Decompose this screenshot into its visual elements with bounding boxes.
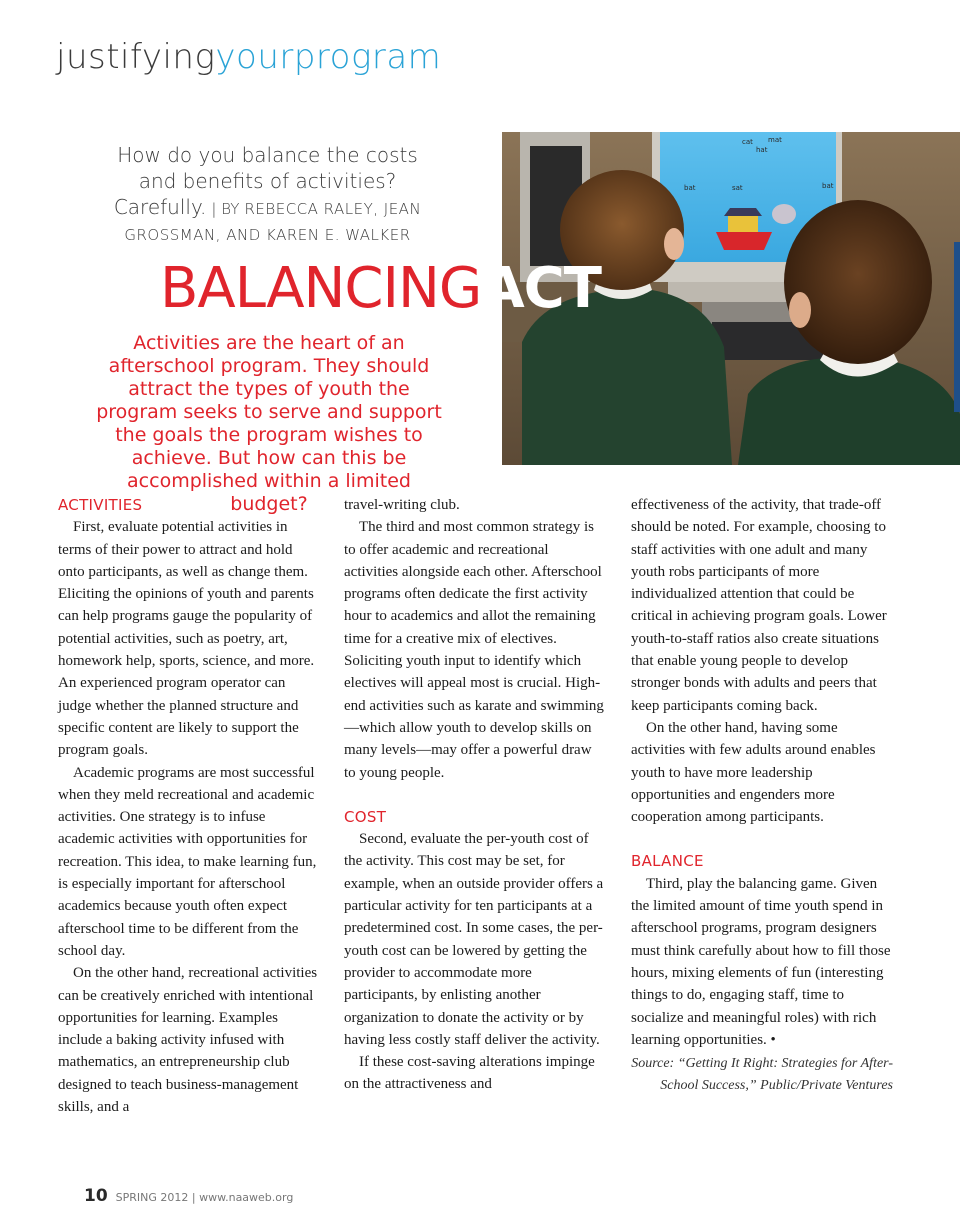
screen-word-6: bat — [822, 182, 834, 190]
section-header-word1: justifying — [56, 37, 216, 77]
col1-paragraph-3: On the other hand, recreational activities can be creatively enriched with intentional opportunities for learning. Examples include a baking activity infused with mathematics, an entrepreneurship club designed to teach business-management skills, and a — [58, 965, 318, 1116]
article-deck — [100, 142, 435, 248]
source-citation: Source: “Getting It Right: Strategies for After-School Success,” Public/Private Ventures — [631, 1056, 893, 1094]
column-2 — [344, 494, 606, 1096]
ark-boat-shape — [716, 232, 772, 250]
col2-paragraph-1: The third and most common strategy is to offer academic and recreational activities alongside each other. Afterschool programs often dedicate the first activity hour to academics and allot the remaining time for a creative mix of electives. Soliciting youth input to identify which electives will appeal most is crucial. High-end activities such as karate and swimming—which allow youth to develop skills on many levels—may offer a powerful draw to young people. — [344, 519, 604, 781]
heading-cost: COST — [344, 807, 387, 826]
right-boy-head — [784, 200, 932, 364]
deck-by: | BY — [211, 200, 240, 218]
col2-paragraph-2: Second, evaluate the per-youth cost of the activity. This cost may be set, for example, when an outside provider offers a particular activity for ten participants at a predetermined cost. In some cases, the per-youth cost can be lowered by getting the provider to accommodate more participants, by enlisting another organization to donate the activity or by having less costly staff deliver the activity. — [344, 831, 604, 1048]
deck-question: How do you balance the costs and benefits of activities? Carefully. — [113, 143, 418, 219]
footer-issue: SPRING 2012 | www.naaweb.org — [115, 1191, 294, 1204]
page-footer — [84, 1186, 293, 1206]
article-headline — [160, 258, 601, 320]
screen-word-5: sat — [732, 184, 743, 192]
intro-paragraph: Activities are the heart of an afterschool program. They should attract the types of youth the program seeks to serve and support the goals the program wishes to achieve. But how can this be accomplished within a limited budget? — [96, 332, 442, 515]
column-3 — [631, 494, 893, 1097]
deck-authors: REBECCA RALEY, JEAN GROSSMAN, AND KAREN E. WALKER — [124, 200, 422, 244]
column-1 — [58, 494, 320, 1118]
screen-word-4: bat — [684, 184, 696, 192]
col2-paragraph-0: travel-writing club. — [344, 497, 460, 513]
heading-activities: ACTIVITIES — [58, 496, 143, 514]
col1-paragraph-2: Academic programs are most successful when they meld recreational and academic activities. One strategy is to infuse academic activities with opportunities for recreation. This idea, to make learning fun, is especially important for afterschool academics because youth often expect afterschool time to be different from the school day. — [58, 764, 317, 959]
screen-word-1: cat — [742, 138, 753, 146]
col3-paragraph-0: effectiveness of the activity, that trade-off should be noted. For example, choosing to staff activities with one adult and many youth robs participants of more individualized attention that could be critical in achieving program goals. Lower youth-to-staff ratios also create situations that enable young people to develop stronger bonds with adults and peers that keep participants coming back. — [631, 497, 887, 714]
headline-part1: BALANCING — [160, 256, 482, 321]
heading-balance: BALANCE — [631, 852, 704, 871]
page-number: 10 — [84, 1186, 108, 1206]
section-header-word2: yourprogram — [215, 37, 442, 77]
screen-word-2: mat — [768, 136, 782, 144]
section-header — [56, 37, 442, 77]
headline-part2: ACT — [481, 256, 601, 321]
col2-paragraph-3: If these cost-saving alterations impinge on the attractiveness and — [344, 1054, 595, 1093]
screen-word-3: hat — [756, 146, 768, 154]
col3-paragraph-2: Third, play the balancing game. Given the limited amount of time youth spend in afterschool programs, program designers must think carefully about how to fill those hours, mixing elements of fun (interesting things to do, engaging staff, time to socialize and meaningful roles) with rich learning opportunities. • — [631, 875, 891, 1048]
col3-paragraph-1: On the other hand, having some activities with few adults around enables youth to have more leadership opportunities and engenders more cooperation among participants. — [631, 719, 876, 826]
col1-paragraph-1: First, evaluate potential activities in terms of their power to attract and hold onto participants, as well as change them. Eliciting the opinions of youth and parents can help programs gauge the popularity of potential activities, such as poetry, art, homework help, sports, science, and more. An experienced program operator can judge whether the planned structure and specific content are likely to support the program goals. — [58, 519, 315, 759]
